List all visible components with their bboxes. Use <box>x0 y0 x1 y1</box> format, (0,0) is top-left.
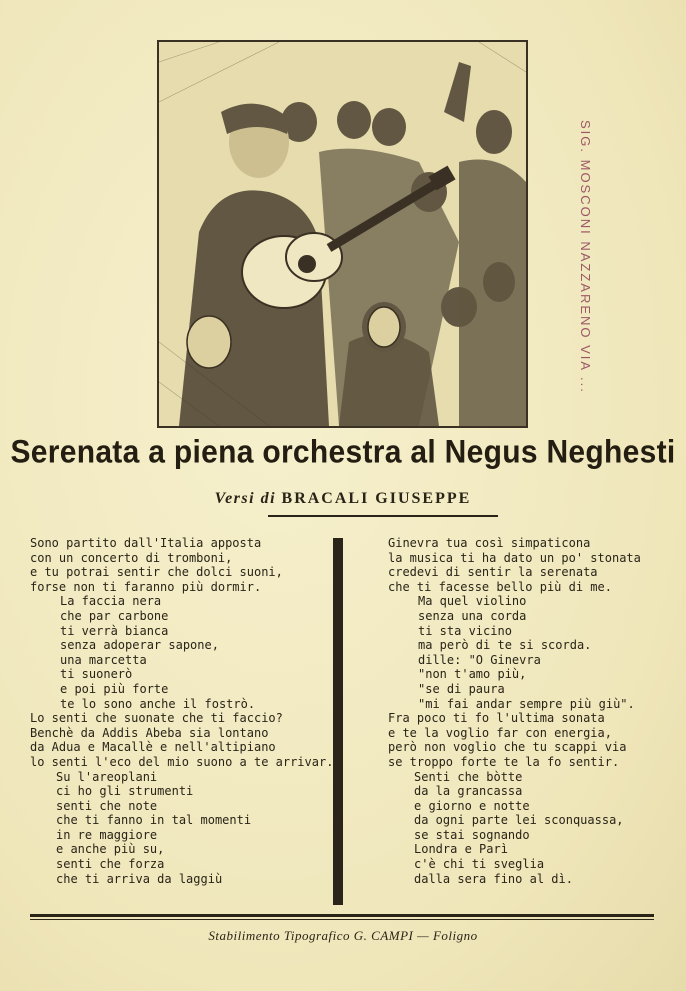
verse-line: "se di paura <box>418 681 505 696</box>
verse-line: ti verrà bianca <box>60 623 169 638</box>
verse-line: forse non ti faranno più dormir. <box>30 579 262 594</box>
verse-line: se stai sognando <box>414 827 530 842</box>
verse-line: una marcetta <box>60 652 147 667</box>
verse-line: che ti arriva da laggiù <box>56 871 223 886</box>
verse-line: La faccia nera <box>60 594 162 609</box>
verse-line: e giorno e notte <box>414 798 530 813</box>
verse-line: lo senti l'eco del mio suono a te arrivar. <box>30 754 334 769</box>
verse-line: che ti facesse bello più di me. <box>388 579 612 594</box>
verse-line: da Adua e Macallè e nell'altipiano <box>30 740 276 755</box>
verse-line: "non t'amo più, <box>418 667 527 682</box>
verse-line: però non voglio che tu scappi via <box>388 740 627 755</box>
verse-line: la musica ti ha dato un po' stonata <box>388 550 641 565</box>
page-title: Serenata a piena orchestra al Negus Neghesti <box>10 434 676 471</box>
verse-line: c'è chi ti sveglia <box>414 857 545 872</box>
verse-line: da la grancassa <box>414 784 523 799</box>
woodcut-illustration <box>157 40 528 428</box>
byline-rule <box>268 515 498 517</box>
verse-line: se troppo forte te la fo sentir. <box>388 754 620 769</box>
right-verse-column <box>388 536 678 886</box>
verse-line: e tu potrai sentir che dolci suoni, <box>30 565 283 580</box>
verse-line: "mi fai andar sempre più giù". <box>418 696 635 711</box>
verse-line: Ginevra tua così simpaticona <box>388 536 591 550</box>
verse-line: Fra poco ti fo l'ultima sonata <box>388 711 605 726</box>
author-name: BRACALI GIUSEPPE <box>281 490 472 507</box>
verse-line: Lo senti che suonate che ti faccio? <box>30 711 283 726</box>
verse-line: senti che note <box>56 798 158 813</box>
verse-line: e poi più forte <box>60 681 169 696</box>
verse-line: senza adoperar sapone, <box>60 638 219 653</box>
verse-line: Senti che bòtte <box>414 769 523 784</box>
verse-line: dille: "O Ginevra <box>418 652 541 667</box>
verse-line: senti che forza <box>56 857 165 872</box>
verse-line: con un concerto di tromboni, <box>30 550 233 565</box>
verse-line: te lo sono anche il fostrò. <box>60 696 256 711</box>
column-divider <box>333 538 343 905</box>
byline-prefix: Versi di <box>214 490 277 507</box>
footer-rule-thick <box>30 914 654 917</box>
verse-line: Londra e Parì <box>414 842 508 857</box>
verse-line: ma però di te si scorda. <box>418 638 592 653</box>
footer-rule-thin <box>30 919 654 920</box>
verse-line: Benchè da Addis Abeba sia lontano <box>30 725 269 740</box>
verse-line: Sono partito dall'Italia apposta <box>30 536 262 550</box>
verse-line: e te la voglio far con energia, <box>388 725 612 740</box>
verse-line: in re maggiore <box>56 827 158 842</box>
left-verse-column <box>30 536 334 886</box>
verse-line: Su l'areoplani <box>56 769 158 784</box>
verse-line: dalla sera fino al dì. <box>414 871 573 886</box>
verse-line: da ogni parte lei sconquassa, <box>414 813 624 828</box>
verse-line: ti suonerò <box>60 667 133 682</box>
verse-line: che par carbone <box>60 608 169 623</box>
verse-line: credevi di sentir la serenata <box>388 565 598 580</box>
byline <box>0 490 686 508</box>
verse-line: Ma quel violino <box>418 594 527 609</box>
verse-line: senza una corda <box>418 608 527 623</box>
verse-line: ci ho gli strumenti <box>56 784 194 799</box>
verse-line: ti sta vicino <box>418 623 512 638</box>
verse-line: e anche più su, <box>56 842 165 857</box>
ink-stamp <box>569 120 593 250</box>
verse-line: che ti fanno in tal momenti <box>56 813 252 828</box>
printer-imprint: Stabilimento Tipografico G. CAMPI — Foligno <box>208 928 478 943</box>
